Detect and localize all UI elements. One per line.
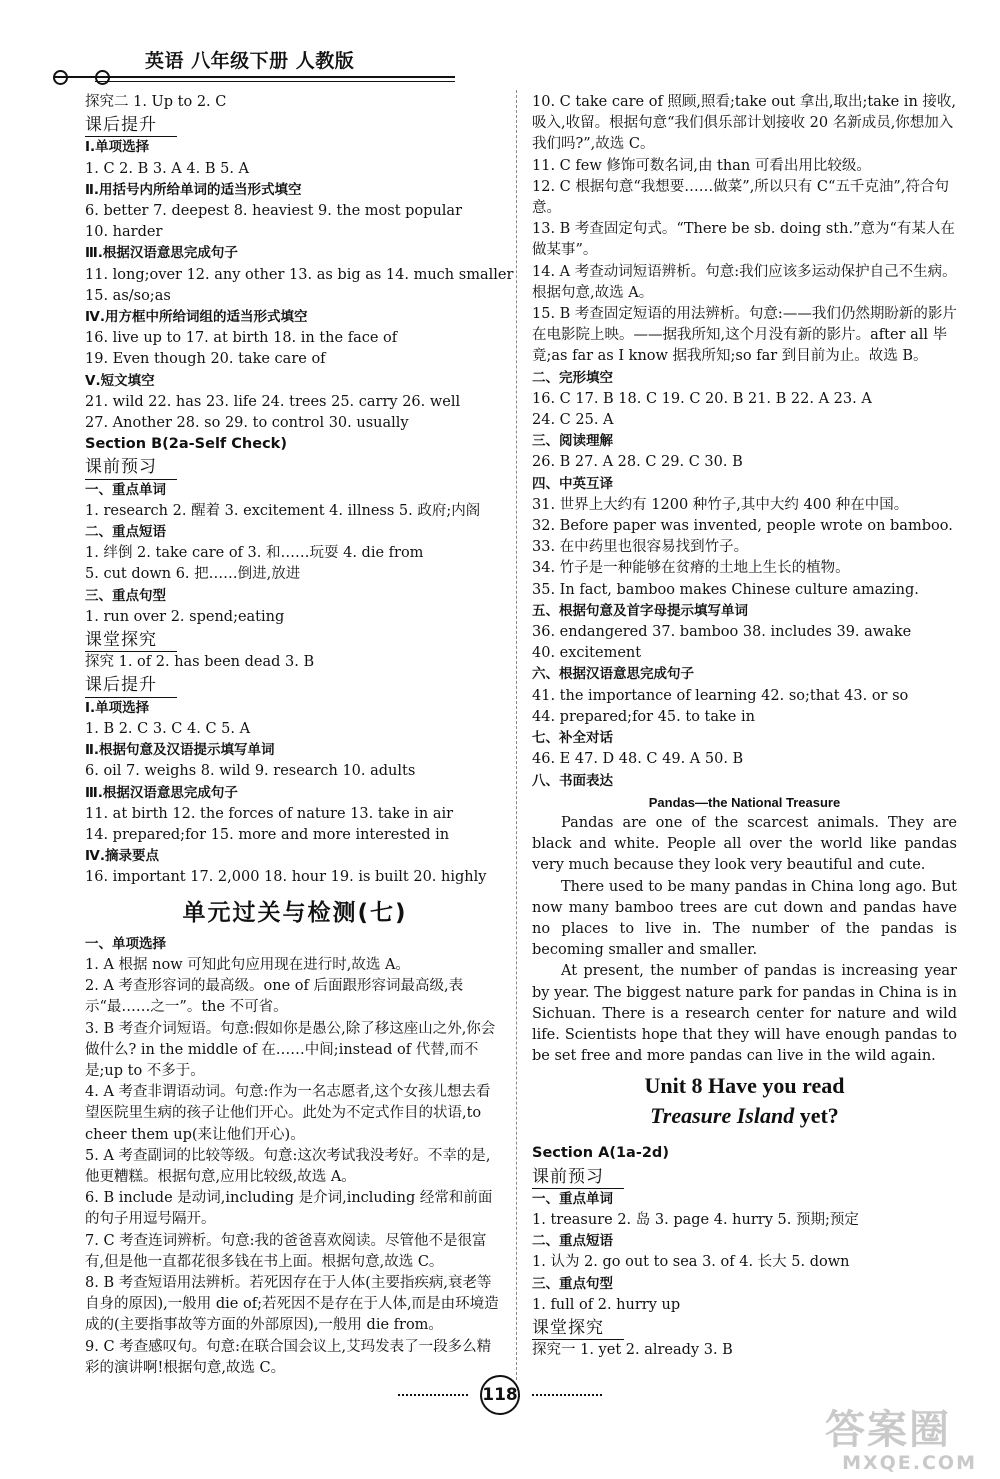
header-rule [55,76,455,78]
unit-title-tail: yet? [794,1103,839,1129]
unit-title: Unit 8 Have you read [644,1073,845,1099]
answer-line: 6. oil 7. weighs 8. wild 9. research 10. adults [85,763,416,780]
dotted-rule [398,1394,468,1396]
answer-line: 1. run over 2. spend;eating [85,608,285,625]
exercise-heading: Ⅰ.单项选择 [85,139,150,156]
essay-paragraph: There used to be many pandas in China long ago. But now many bamboo trees are cut down and pandas have no places to live in. The number of the pandas is becoming smaller and smaller. [532,878,957,959]
answer-line: 16. C 17. B 18. C 19. C 20. B 21. B 22. A 23. A [532,390,872,407]
answer-explanation: 3. B 考查介词短语。句意:假如你是愚公,除了移这座山之外,你会做什么? in the middle of 在……中间;instead of 代替,而不是;up to 不多于。 [85,1020,496,1079]
answer-line: 46. E 47. D 48. C 49. A 50. B [532,751,744,768]
column-divider [516,90,517,1380]
exercise-heading: Ⅱ.根据句意及汉语提示填写单词 [85,742,275,759]
exercise-heading: 二、重点短语 [532,1233,613,1250]
answer-line: 6. better 7. deepest 8. heaviest 9. the most popular [85,203,463,220]
essay-paragraph: Pandas are one of the scarcest animals. They are black and white. People all over the world like pandas very much because they look very beautiful and cute. [532,814,957,874]
answer-line: 探究 1. of 2. has been dead 3. B [85,654,315,671]
exercise-heading: 七、补全对话 [532,730,613,747]
answer-line: 31. 世界上大约有 1200 种竹子,其中大约 400 种在中国。 [532,496,909,513]
exercise-heading: 八、书面表达 [532,772,613,789]
answer-line: 1. B 2. C 3. C 4. C 5. A [85,720,251,737]
exercise-heading: Ⅳ.用方框中所给词组的适当形式填空 [85,309,308,326]
part-heading-row [85,113,505,137]
part-heading-row [85,673,505,697]
answer-line: 1. full of 2. hurry up [532,1296,681,1313]
answer-line: 探究二 1. Up to 2. C [85,94,227,110]
answer-line: 36. endangered 37. bamboo 38. includes 39. awake [532,624,912,641]
answer-explanation: 4. A 考查非谓语动词。句意:作为一名志愿者,这个女孩儿想去看望医院里生病的孩子让他们开心。此处为不定式作目的状语,to cheer them up(来让他们开心)。 [85,1084,491,1143]
essay-paragraph: At present, the number of pandas is increasing year by year. The biggest nature park for pandas in China is in Sichuan. There is a research center for nature and wild life. Scientists hope that they will have enough pandas to be set free and more pandas can live in the wild again. [532,963,957,1065]
exercise-heading: Ⅱ.用括号内所给单词的适当形式填空 [85,181,302,198]
section-heading: Section B(2a-Self Check) [85,436,287,453]
exercise-heading: Ⅲ.根据汉语意思完成句子 [85,784,238,801]
answer-explanation: 6. B include 是动词,including 是介词,including 经常和前面的句子用逗号隔开。 [85,1190,493,1228]
answer-explanation: 13. B 考查固定句式。“There be sb. doing sth.”意为“有某人在做某事”。 [532,221,955,259]
part-heading-row [532,1316,957,1340]
right-column [532,92,957,1361]
essay-title: Pandas—the National Treasure [648,794,841,810]
watermark-url: MXQE.COM [842,1452,977,1474]
dotted-rule [532,1394,602,1396]
answer-explanation: 5. A 考查副词的比较等级。句意:这次考试我没考好。不幸的是,他更糟糕。根据句意,应用比较级,故选 A。 [85,1147,491,1185]
part-heading-row [532,1165,957,1189]
exercise-heading: Ⅳ.摘录要点 [85,848,159,865]
exercise-heading: 二、重点短语 [85,524,166,541]
header-rule-thin [95,81,455,82]
answer-explanation: 12. C 根据句意“我想要……做菜”,所以只有 C“五千克油”,符合句意。 [532,178,949,217]
answer-line: 16. important 17. 2,000 18. hour 19. is built 20. highly [85,869,487,886]
part-heading-row [85,628,505,652]
answer-line: 5. cut down 6. 把……倒进,放进 [85,566,301,583]
answer-line: 15. as/so;as [85,287,171,304]
answer-line: 32. Before paper was invented, people wrote on bamboo. [532,518,953,535]
unit-test-title: 单元过关与检测(七) [182,899,408,926]
answer-line: 1. 认为 2. go out to sea 3. of 4. 长大 5. down [532,1254,850,1271]
answer-line: 35. In fact, bamboo makes Chinese culture amazing. [532,581,919,598]
answer-line: 41. the importance of learning 42. so;that 43. or so [532,687,909,704]
answer-explanation: 10. C take care of 照顾,照看;take out 拿出,取出;take in 接收,吸入,收留。根据句意“我们俱乐部计划接收 20 名新成员,你想加入我们吗?”,故选 C。 [532,94,956,153]
unit-title-line2 [532,1101,957,1131]
exercise-heading: 五、根据句意及首字母提示填写单词 [532,602,748,619]
exercise-heading: Ⅰ.单项选择 [85,699,150,716]
answer-line: 11. at birth 12. the forces of nature 13. take in air [85,805,454,822]
answer-explanation: 14. A 考查动词短语辨析。句意:我们应该多运动保护自己不生病。根据句意,故选 A。 [532,263,957,301]
answer-line: 24. C 25. A [532,412,614,429]
watermark-text: 答案圈 [825,1407,951,1453]
answer-line: 14. prepared;for 15. more and more interested in [85,826,450,843]
part-heading-row [85,455,505,479]
part-heading: 课前预习 [532,1167,624,1189]
answer-line: 40. excitement [532,645,642,662]
book-title: 英语 八年级下册 人教版 [145,50,355,72]
answer-line: 21. wild 22. has 23. life 24. trees 25. carry 26. well [85,393,461,410]
answer-line: 33. 在中药里也很容易找到竹子。 [532,539,749,556]
exercise-heading: 二、完形填空 [532,369,613,386]
exercise-heading: 三、重点句型 [532,1275,613,1292]
answer-explanation: 11. C few 修饰可数名词,由 than 可看出用比较级。 [532,157,871,174]
answer-line: 27. Another 28. so 29. to control 30. usually [85,415,409,432]
part-heading: 课后提升 [85,675,177,697]
exercise-heading: 一、重点单词 [85,481,166,498]
part-heading: 课后提升 [85,115,177,137]
part-heading: 课前预习 [85,457,177,479]
answer-explanation: 1. A 根据 now 可知此句应用现在进行时,故选 A。 [85,956,410,973]
left-column [85,92,514,1379]
answer-line: 1. 绊倒 2. take care of 3. 和……玩耍 4. die from [85,545,424,562]
answer-explanation: 2. A 考查形容词的最高级。one of 后面跟形容词最高级,表示“最……之一”。the 不可省。 [85,978,464,1016]
answer-line: 1. research 2. 醒着 3. excitement 4. illness 5. 政府;内阁 [85,502,481,519]
answer-explanation: 7. C 考查连词辨析。句意:我的爸爸喜欢阅读。尽管他不是很富有,但是他一直都花很多钱在书上面。根据句意,故选 C。 [85,1232,487,1270]
answer-line: 34. 竹子是一种能够在贫瘠的土地上生长的植物。 [532,560,850,577]
answer-line: 1. C 2. B 3. A 4. B 5. A [85,160,250,177]
book-name: Treasure Island [650,1103,795,1129]
section-heading: Section A(1a-2d) [532,1145,669,1162]
exercise-heading: 三、重点句型 [85,587,166,604]
exercise-heading: 一、重点单词 [532,1190,613,1207]
answer-line: 1. treasure 2. 岛 3. page 4. hurry 5. 预期;预定 [532,1211,859,1228]
exercise-heading: 六、根据汉语意思完成句子 [532,666,694,683]
exercise-heading: Ⅲ.根据汉语意思完成句子 [85,245,238,262]
exercise-heading: 三、阅读理解 [532,433,613,450]
exercise-heading: Ⅴ.短文填空 [85,372,155,389]
watermark-logo [825,1408,985,1474]
exercise-heading: 一、单项选择 [85,935,166,952]
answer-line: 10. harder [85,224,163,241]
part-heading: 课堂探究 [85,630,177,652]
answer-explanation: 8. B 考查短语用法辨析。若死因存在于人体(主要指疾病,衰老等自身的原因),一般用 die of;若死因不是存在于人体,而是由环境造成的(主要指事故等方面的外部原因),一般用 die from。 [85,1274,499,1334]
answer-line: 11. long;over 12. any other 13. as big as 14. much smaller [85,266,514,283]
answer-line: 19. Even though 20. take care of [85,351,326,368]
exercise-heading: 四、中英互译 [532,475,613,492]
answer-explanation: 15. B 考查固定短语的用法辨析。句意:——我们仍然期盼新的影片在电影院上映。——据我所知,这个月没有新的影片。after all 毕竟;as far as I know 据我所知;so far 到目前为止。故选 B。 [532,306,957,365]
part-heading: 课堂探究 [532,1318,624,1340]
page-header [55,42,465,88]
answer-line: 16. live up to 17. at birth 18. in the face of [85,330,398,347]
page-number: 118 [480,1375,520,1415]
answer-line: 26. B 27. A 28. C 29. C 30. B [532,454,743,471]
answer-line: 44. prepared;for 45. to take in [532,708,755,725]
answer-line: 探究一 1. yet 2. already 3. B [532,1342,733,1359]
answer-explanation: 9. C 考查感叹句。句意:在联合国会议上,艾玛发表了一段多么精彩的演讲啊!根据句意,故选 C。 [85,1338,492,1376]
